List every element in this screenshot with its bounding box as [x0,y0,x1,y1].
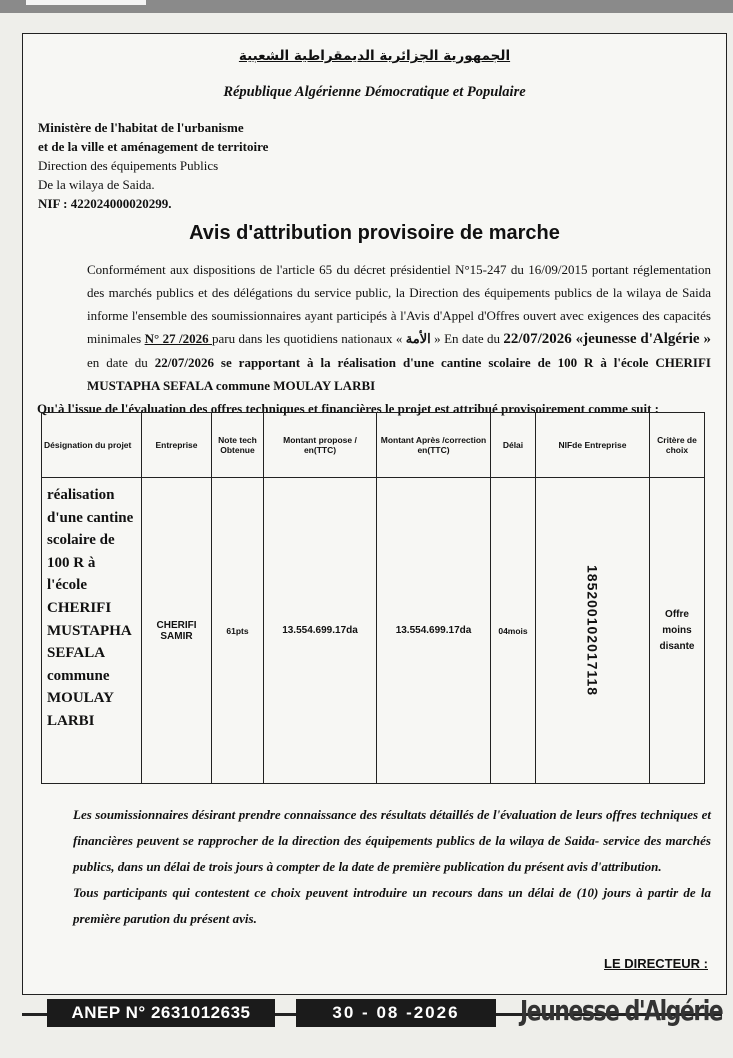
ministry-block [38,118,268,213]
cell-note: 61pts [212,478,264,784]
ministry-nif: NIF : 422024000020299. [38,196,172,211]
footer-text [37,802,711,932]
arabic-title: الجمهورية الجزائرية الديمقراطية الشعبية [238,48,511,64]
header-entreprise: Entreprise [142,413,212,478]
notice-body [37,258,711,420]
notice-paragraph [37,258,711,397]
ministry-line-3: Direction des équipements Publics [38,158,219,173]
cell-entreprise: CHERIFI SAMIR [142,478,212,784]
table-row [42,478,705,784]
header-note: Note tech Obtenue [212,413,264,478]
notice-mid-text: paru dans les quotidiens nationaux « [212,331,406,346]
ministry-line-1: Ministère de l'habitat de l'urbanisme [38,120,244,135]
notice-document [22,33,727,995]
publication-date-1: 22/07/2026 «jeunesse d'Algérie » [503,331,711,347]
footer-paragraph-2: Tous participants qui contestent ce choix peuvent introduire un recours dans un délai de (10) jours à partir de la première parution du présent avis. [73,885,711,926]
notice-title: Avis d'attribution provisoire de marche [189,222,560,244]
ao-number: N° 27 /2026 [144,331,213,346]
top-scan-chip [26,0,146,5]
header-designation: Désignation du projet [42,413,142,478]
newspaper-logo: Jeunesse d'Algérie [520,996,723,1028]
cell-montant-propose: 13.554.699.17da [264,478,377,784]
anep-badge: ANEP N° 2631012635 [47,999,275,1027]
notice-mid-text-2: » En date du [430,331,504,346]
ministry-line-4: De la wilaya de Saida. [38,177,155,192]
republic-title: République Algérienne Démocratique et Populaire [223,84,526,100]
cell-critere: Offre moins disante [650,478,705,784]
notice-intro-text: Conformément aux dispositions de l'article 65 du décret présidentiel N°15-247 du 16/09/2015 portant réglementation des marchés publics et des délégations du service public, la Direction des équipements publics de la wilaya de Saida informe l'ensemble des soumissionnaires ayant participés à l'Avis d'Appel d'Offres ouvert avec exigences des capacités minimales [87,262,711,346]
attribution-intro: Qu'à l'issue de l'évaluation des offres techniques et financières le projet est attribué provisoirement comme suit : [37,401,660,416]
cell-delai: 04mois [491,478,536,784]
attribution-table [41,412,705,784]
director-signature: LE DIRECTEUR : [604,956,708,971]
ministry-line-2: et de la ville et aménagement de territoire [38,139,269,154]
table-header-row [42,413,705,478]
notice-mid-text-3: en date du [87,355,155,370]
date-badge: 30 - 08 -2026 [296,999,496,1027]
arabic-newspaper: الأمة [405,331,431,346]
header-delai: Délai [491,413,536,478]
cell-designation: réalisation d'une cantine scolaire de 100 R à l'école CHERIFI MUSTAPHA SEFALA commune MOULAY LARBI [42,478,142,784]
header-critere: Critère de choix [650,413,705,478]
cell-nif [536,478,650,784]
project-subject: 22/07/2026 se rapportant à la réalisation d'une cantine scolaire de 100 R à l'école CHERIFI MUSTAPHA SEFALA commune MOULAY LARBI [87,355,711,393]
header-montant-propose: Montant propose / en(TTC) [264,413,377,478]
nif-value: 185200102017118 [584,564,601,697]
top-scan-bar [0,0,733,13]
header-nif: NIFde Entreprise [536,413,650,478]
header-montant-apres: Montant Après /correction en(TTC) [377,413,491,478]
footer-paragraph-1: Les soumissionnaires désirant prendre connaissance des résultats détaillés de l'évaluation de leurs offres techniques et financières peuvent se rapprocher de la direction des équipements publics de la wilaya de Saida- service des marchés publics, dans un délai de trois jours à compter de la date de première publication du présent avis d'attribution. [73,807,711,874]
cell-montant-apres: 13.554.699.17da [377,478,491,784]
